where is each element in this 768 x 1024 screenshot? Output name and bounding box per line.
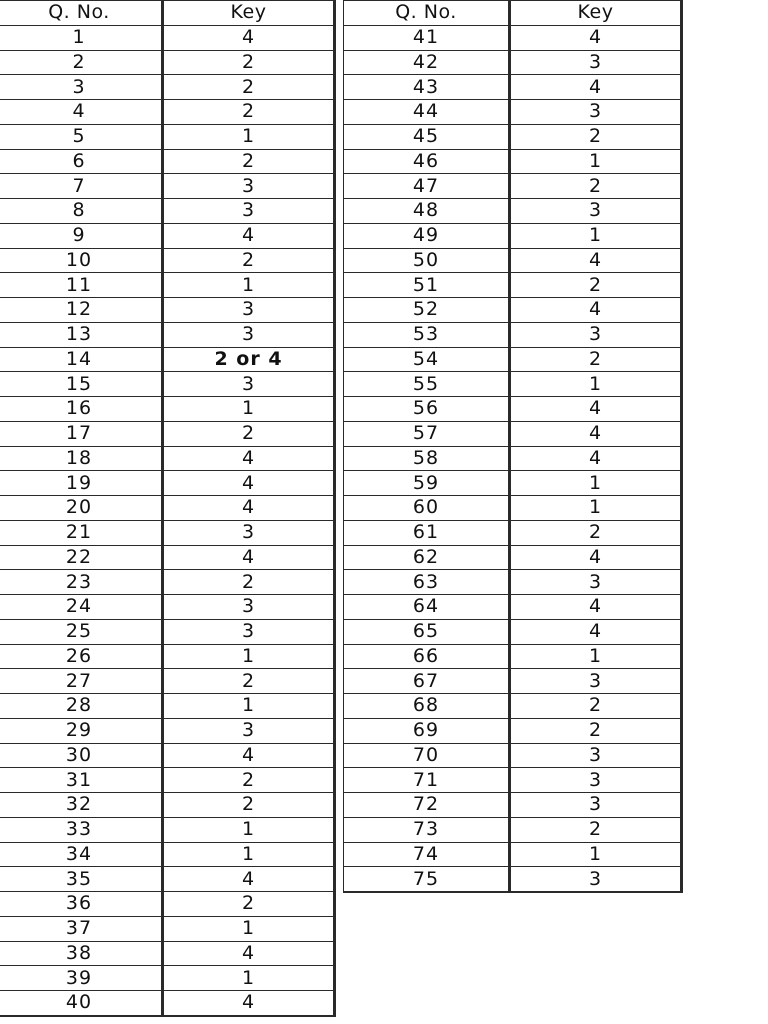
answer-key-cell: 1	[163, 916, 335, 941]
answer-key-cell: 1	[510, 644, 682, 669]
answer-key-cell: 1	[163, 842, 335, 867]
question-number-cell: 59	[344, 471, 510, 496]
question-number-cell: 34	[0, 842, 163, 867]
question-number-cell: 44	[344, 100, 510, 125]
answer-key-cell: 3	[163, 298, 335, 323]
answer-key-cell: 4	[163, 446, 335, 471]
table-row	[344, 644, 682, 669]
question-number-cell: 25	[0, 619, 163, 644]
answer-key-cell: 1	[510, 149, 682, 174]
question-number-cell: 71	[344, 768, 510, 793]
answer-key-cell: 1	[510, 223, 682, 248]
answer-key-cell: 4	[510, 75, 682, 100]
table-row	[344, 174, 682, 199]
answer-key-table-left	[0, 0, 336, 1017]
answer-key-cell: 1	[510, 496, 682, 521]
question-number-cell: 40	[0, 991, 163, 1016]
table-row	[0, 223, 335, 248]
table-row	[0, 768, 335, 793]
answer-key-cell: 1	[163, 124, 335, 149]
key-header: Key	[163, 1, 335, 26]
table-row	[344, 817, 682, 842]
table-row	[0, 347, 335, 372]
question-number-cell: 4	[0, 100, 163, 125]
table-row	[0, 100, 335, 125]
question-number-cell: 61	[344, 520, 510, 545]
question-number-cell: 17	[0, 421, 163, 446]
question-number-cell: 30	[0, 743, 163, 768]
table-row	[0, 817, 335, 842]
table-row	[0, 718, 335, 743]
table-row	[0, 446, 335, 471]
question-number-cell: 64	[344, 595, 510, 620]
table-row	[344, 496, 682, 521]
question-number-cell: 18	[0, 446, 163, 471]
table-row	[0, 471, 335, 496]
answer-key-cell: 2	[163, 421, 335, 446]
answer-key-cell: 4	[163, 941, 335, 966]
header-row	[0, 1, 335, 26]
table-row	[0, 273, 335, 298]
question-number-cell: 15	[0, 372, 163, 397]
answer-key-cell: 1	[163, 397, 335, 422]
table-row	[344, 298, 682, 323]
question-number-cell: 47	[344, 174, 510, 199]
table-row	[0, 25, 335, 50]
answer-key-cell: 3	[163, 595, 335, 620]
answer-key-cell: 1	[163, 644, 335, 669]
question-number-cell: 65	[344, 619, 510, 644]
question-number-cell: 31	[0, 768, 163, 793]
answer-key-cell: 3	[510, 743, 682, 768]
table-row	[0, 644, 335, 669]
question-number-cell: 33	[0, 817, 163, 842]
table-row	[344, 50, 682, 75]
question-number-cell: 74	[344, 842, 510, 867]
table-row	[0, 372, 335, 397]
answer-key-cell: 4	[510, 298, 682, 323]
answer-key-cell: 4	[163, 25, 335, 50]
question-number-cell: 41	[344, 25, 510, 50]
answer-key-cell: 3	[163, 322, 335, 347]
question-number-cell: 49	[344, 223, 510, 248]
question-number-cell: 68	[344, 694, 510, 719]
question-number-cell: 21	[0, 520, 163, 545]
question-number-cell: 54	[344, 347, 510, 372]
question-number-cell: 6	[0, 149, 163, 174]
table-row	[344, 669, 682, 694]
answer-key-cell: 3	[163, 718, 335, 743]
answer-key-cell: 4	[163, 545, 335, 570]
table-row	[0, 50, 335, 75]
table-row	[344, 595, 682, 620]
table-row	[0, 545, 335, 570]
table-row	[0, 570, 335, 595]
table-row	[344, 75, 682, 100]
question-number-cell: 27	[0, 669, 163, 694]
table-row	[0, 941, 335, 966]
question-number-cell: 72	[344, 793, 510, 818]
question-number-cell: 52	[344, 298, 510, 323]
answer-key-cell: 1	[163, 694, 335, 719]
table-row	[0, 124, 335, 149]
question-number-header: Q. No.	[0, 1, 163, 26]
answer-key-cell: 2	[163, 50, 335, 75]
answer-key-cell: 1	[510, 471, 682, 496]
question-number-cell: 14	[0, 347, 163, 372]
question-number-cell: 32	[0, 793, 163, 818]
table-row	[0, 669, 335, 694]
table-row	[0, 743, 335, 768]
question-number-cell: 2	[0, 50, 163, 75]
answer-key-cell: 4	[163, 991, 335, 1016]
question-number-cell: 56	[344, 397, 510, 422]
question-number-cell: 7	[0, 174, 163, 199]
answer-key-cell: 2	[510, 718, 682, 743]
answer-key-cell: 1	[510, 372, 682, 397]
table-row	[0, 966, 335, 991]
table-row	[0, 496, 335, 521]
question-number-cell: 3	[0, 75, 163, 100]
table-row	[344, 199, 682, 224]
table-row	[0, 298, 335, 323]
answer-key-cell: 4	[510, 446, 682, 471]
answer-key-cell: 2	[163, 248, 335, 273]
answer-key-cell: 3	[510, 867, 682, 892]
table-row	[344, 446, 682, 471]
table-row	[0, 595, 335, 620]
table-row	[344, 718, 682, 743]
answer-key-cell: 4	[510, 545, 682, 570]
table-row	[344, 471, 682, 496]
table-row	[344, 421, 682, 446]
answer-key-cell: 3	[163, 372, 335, 397]
table-row	[344, 124, 682, 149]
question-number-cell: 70	[344, 743, 510, 768]
table-row	[0, 149, 335, 174]
table-row	[344, 694, 682, 719]
table-row	[0, 867, 335, 892]
table-row	[0, 793, 335, 818]
answer-key-cell: 4	[510, 25, 682, 50]
table-row	[0, 892, 335, 917]
table-row	[0, 916, 335, 941]
question-number-cell: 11	[0, 273, 163, 298]
table-row	[344, 768, 682, 793]
answer-key-cell: 3	[510, 570, 682, 595]
table-row	[344, 619, 682, 644]
table-row	[344, 248, 682, 273]
question-number-cell: 13	[0, 322, 163, 347]
table-row	[0, 991, 335, 1016]
question-number-cell: 53	[344, 322, 510, 347]
question-number-cell: 20	[0, 496, 163, 521]
table-row	[344, 273, 682, 298]
answer-key-cell: 4	[163, 496, 335, 521]
question-number-cell: 43	[344, 75, 510, 100]
question-number-cell: 66	[344, 644, 510, 669]
answer-key-cell: 3	[163, 199, 335, 224]
question-number-cell: 63	[344, 570, 510, 595]
question-number-cell: 37	[0, 916, 163, 941]
table-row	[0, 520, 335, 545]
question-number-cell: 67	[344, 669, 510, 694]
question-number-cell: 60	[344, 496, 510, 521]
answer-key-cell: 3	[163, 520, 335, 545]
question-number-cell: 42	[344, 50, 510, 75]
question-number-cell: 48	[344, 199, 510, 224]
answer-key-cell: 3	[163, 619, 335, 644]
answer-key-cell: 2	[510, 174, 682, 199]
answer-key-cell: 1	[163, 817, 335, 842]
question-number-cell: 24	[0, 595, 163, 620]
question-number-cell: 16	[0, 397, 163, 422]
table-row	[344, 149, 682, 174]
question-number-cell: 9	[0, 223, 163, 248]
table-row	[344, 25, 682, 50]
answer-key-cell: 4	[510, 619, 682, 644]
question-number-cell: 8	[0, 199, 163, 224]
question-number-cell: 38	[0, 941, 163, 966]
answer-key-cell: 4	[163, 867, 335, 892]
table-row	[344, 347, 682, 372]
key-header: Key	[510, 1, 682, 26]
answer-key-cell: 3	[510, 100, 682, 125]
table-row	[0, 421, 335, 446]
answer-key-cell: 2	[510, 124, 682, 149]
answer-key-cell: 2	[163, 768, 335, 793]
table-row	[344, 867, 682, 892]
question-number-cell: 39	[0, 966, 163, 991]
answer-key-cell: 3	[163, 174, 335, 199]
answer-key-cell: 2	[163, 75, 335, 100]
question-number-cell: 50	[344, 248, 510, 273]
answer-key-cell: 2	[510, 694, 682, 719]
question-number-cell: 28	[0, 694, 163, 719]
question-number-cell: 58	[344, 446, 510, 471]
table-row	[0, 75, 335, 100]
question-number-cell: 26	[0, 644, 163, 669]
answer-key-cell: 3	[510, 322, 682, 347]
table-row	[344, 223, 682, 248]
table-row	[344, 842, 682, 867]
table-row	[344, 545, 682, 570]
answer-key-table-right	[343, 0, 683, 893]
question-number-cell: 19	[0, 471, 163, 496]
answer-key-cell: 4	[510, 248, 682, 273]
question-number-cell: 5	[0, 124, 163, 149]
answer-rows	[0, 25, 335, 1016]
question-number-cell: 22	[0, 545, 163, 570]
table-row	[344, 570, 682, 595]
answer-key-cell: 3	[510, 669, 682, 694]
question-number-cell: 51	[344, 273, 510, 298]
answer-key-cell: 3	[510, 50, 682, 75]
answer-key-cell: 1	[163, 273, 335, 298]
answer-key-cell: 2	[510, 347, 682, 372]
answer-key-cell: 4	[510, 595, 682, 620]
answer-key-cell: 4	[163, 471, 335, 496]
table-row	[0, 397, 335, 422]
table-row	[344, 793, 682, 818]
question-number-header: Q. No.	[344, 1, 510, 26]
table-row	[344, 743, 682, 768]
header-row	[344, 1, 682, 26]
answer-key-cell: 1	[163, 966, 335, 991]
answer-key-cell: 2	[510, 817, 682, 842]
answer-key-cell: 2	[510, 520, 682, 545]
table-row	[344, 100, 682, 125]
question-number-cell: 10	[0, 248, 163, 273]
question-number-cell: 29	[0, 718, 163, 743]
answer-key-cell: 4	[163, 743, 335, 768]
question-number-cell: 57	[344, 421, 510, 446]
question-number-cell: 12	[0, 298, 163, 323]
question-number-cell: 75	[344, 867, 510, 892]
question-number-cell: 23	[0, 570, 163, 595]
answer-key-cell: 2	[163, 570, 335, 595]
table-row	[0, 842, 335, 867]
answer-key-cell: 2	[510, 273, 682, 298]
question-number-cell: 46	[344, 149, 510, 174]
question-number-cell: 45	[344, 124, 510, 149]
table-row	[0, 694, 335, 719]
answer-key-cell: 3	[510, 199, 682, 224]
table-row	[0, 619, 335, 644]
question-number-cell: 62	[344, 545, 510, 570]
answer-key-cell: 4	[510, 397, 682, 422]
question-number-cell: 1	[0, 25, 163, 50]
answer-key-cell: 3	[510, 793, 682, 818]
answer-key-cell: 2	[163, 669, 335, 694]
question-number-cell: 55	[344, 372, 510, 397]
answer-key-cell: 2	[163, 892, 335, 917]
question-number-cell: 36	[0, 892, 163, 917]
table-row	[344, 520, 682, 545]
answer-key-cell: 2	[163, 149, 335, 174]
table-row	[0, 174, 335, 199]
answer-key-cell: 2 or 4	[163, 347, 335, 372]
table-row	[344, 372, 682, 397]
question-number-cell: 35	[0, 867, 163, 892]
answer-key-cell: 2	[163, 793, 335, 818]
answer-key-cell: 1	[510, 842, 682, 867]
answer-key-cell: 3	[510, 768, 682, 793]
question-number-cell: 73	[344, 817, 510, 842]
answer-rows	[344, 25, 682, 892]
answer-key-cell: 4	[163, 223, 335, 248]
question-number-cell: 69	[344, 718, 510, 743]
table-row	[344, 397, 682, 422]
table-row	[0, 248, 335, 273]
table-row	[0, 322, 335, 347]
answer-key-cell: 2	[163, 100, 335, 125]
table-row	[0, 199, 335, 224]
answer-key-cell: 4	[510, 421, 682, 446]
table-row	[344, 322, 682, 347]
